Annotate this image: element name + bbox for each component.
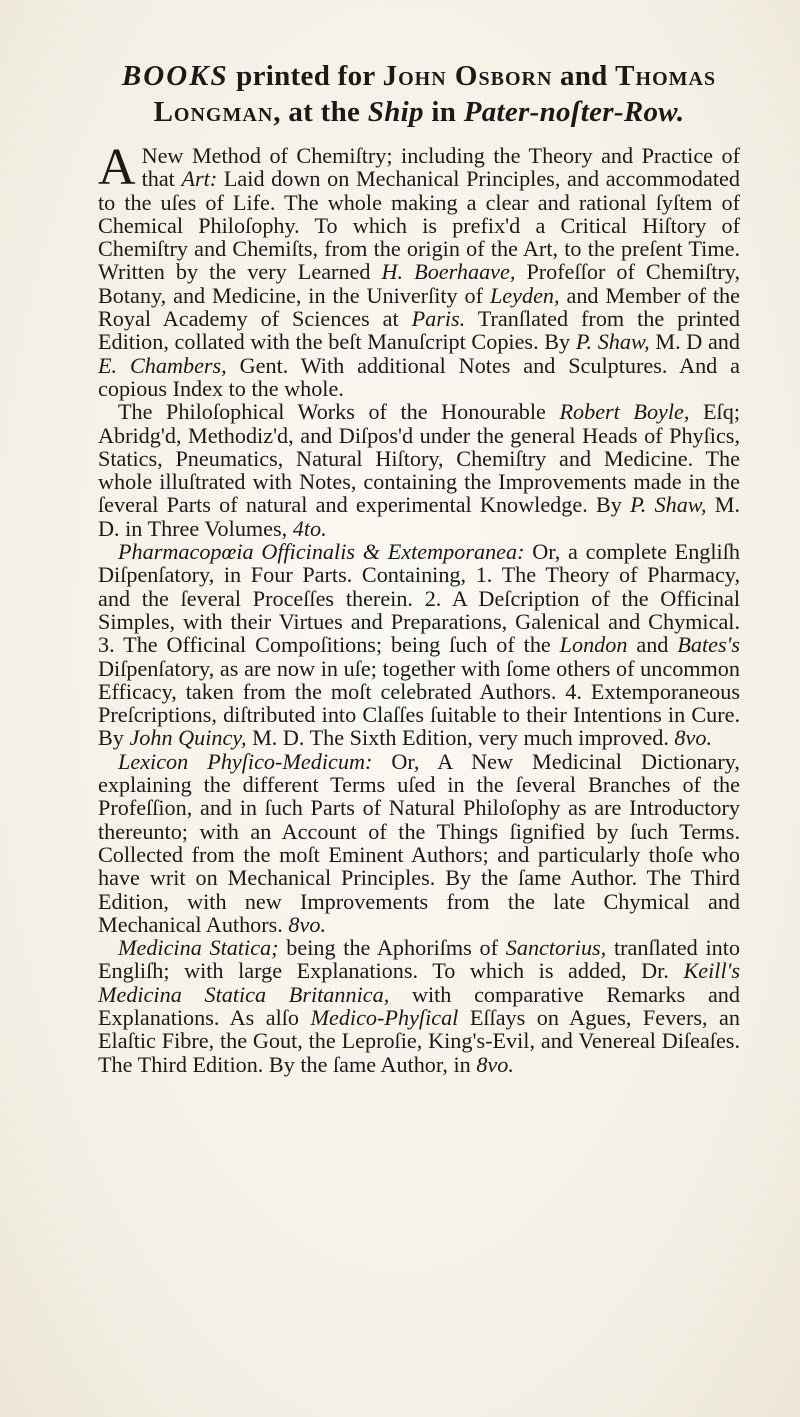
entry-text: Profeſſor of Chemiſtry, Botany, and Medicine, in the Univerſity of bbox=[98, 259, 740, 308]
entry-text: Gent. With additional Notes and Sculptures. And a copious Index to the whole. bbox=[98, 352, 740, 401]
entry-italic: Keill's Medicina Statica Britannica, bbox=[98, 958, 740, 1007]
entry-italic: Medicina Statica; bbox=[118, 935, 279, 961]
entry-text: and bbox=[627, 632, 678, 658]
entry-text: Laid down on Mechanical Principles, and accommodated to the uſes of Life. The whole making a clear and rational ſyſtem of Chemical Philoſophy. To which is prefix'd a Critical Hiſtory of Chemiſtry and Chemiſts, from the origin of the Art, to the preſent Time. Written by the very Learned bbox=[98, 166, 740, 285]
header-place: Pater-noſter-Row. bbox=[463, 96, 685, 128]
entry-italic: Lexicon Phyſico-Medicum: bbox=[118, 748, 373, 774]
entry-text: Tranſlated from the printed Edition, collated with the beſt Manuſcript Copies. By bbox=[98, 306, 740, 355]
entry-italic: Bates's bbox=[677, 632, 740, 658]
entry-text: Diſpenſatory, as are now in uſe; together with ſome others of uncommon Efficacy, taken from the moſt celebrated Authors. 4. Extemporaneous Preſcriptions, diſtributed into Claſſes ſuitable to their Intentions in Cure. By bbox=[98, 655, 740, 751]
header-in: in bbox=[423, 96, 464, 128]
header-printed-for: printed for bbox=[228, 60, 383, 92]
entry-text: M. D. The Sixth Edition, very much improved. bbox=[246, 725, 675, 751]
entry-italic: H. Boerhaave, bbox=[381, 259, 516, 285]
entry-italic: Art: bbox=[181, 166, 218, 192]
entry-italic: E. Chambers, bbox=[98, 352, 227, 378]
entry-medicina-statica bbox=[98, 936, 740, 1076]
entry-italic: 8vo. bbox=[674, 725, 713, 751]
entry-text: M. D and bbox=[649, 329, 740, 355]
entry-italic: 4to. bbox=[292, 515, 327, 541]
entry-text: Or, a complete Engliſh Diſpenſatory, in Four Parts. Containing, 1. The Theory of Pharmacy, and the ſeveral Proceſſes therein. 2. A Deſcription of the Officinal Simples, with their Virtues and Preparations, Galenical and Chymical. 3. The Officinal Compoſitions; being ſuch of the bbox=[98, 539, 740, 658]
entry-text: Eſſays on Agues, Fevers, an Elaſtic Fibre, the Gout, the Leproſie, King's-Evil, and Venereal Diſeaſes. The Third Edition. By the ſame Author, in bbox=[98, 1004, 740, 1077]
header-sign: Ship bbox=[367, 96, 424, 128]
entry-text: Eſq; Abridg'd, Methodiz'd, and Diſpos'd under the general Heads of Phyſics, Statics, Pneumatics, Natural Hiſtory, Chemiſtry and Medicine. The whole illuſtrated with Notes, containing the Improvements made in the ſeveral Parts of natural and experimental Knowledge. By bbox=[98, 399, 740, 518]
entry-lexicon bbox=[98, 750, 740, 936]
entry-chemistry bbox=[98, 139, 740, 401]
entry-text: Or, A New Medicinal Dictionary, explaining the different Terms uſed in the ſeveral Branches of the Profeſſion, and in ſuch Parts of Natural Philoſophy as are Introductory thereunto; with an Account of the Things ſignified by ſuch Terms. Collected from the moſt Eminent Authors; and particularly thoſe who have writ on Mechanical Principles. By the ſame Author. The Third Edition, with new Improvements from the late Chymical and Mechanical Authors. bbox=[98, 748, 740, 937]
entry-text: New Method of Chemiſtry; including the Theory and Practice of that bbox=[141, 143, 740, 192]
entry-text: and Member of the Royal Academy of Sciences at bbox=[98, 282, 740, 332]
header-publisher-b-surname: Longman bbox=[153, 96, 274, 128]
entry-italic: Paris. bbox=[411, 306, 466, 332]
entry-italic: Leyden, bbox=[489, 282, 560, 308]
header-and: and bbox=[552, 60, 616, 92]
publisher-header bbox=[98, 58, 740, 130]
entry-italic: London bbox=[559, 632, 628, 658]
entry-text: The Philoſophical Works of the Honourable bbox=[118, 399, 560, 425]
entry-italic: P. Shaw, bbox=[575, 329, 650, 355]
header-books: BOOKS bbox=[121, 60, 229, 92]
entry-italic: 8vo. bbox=[476, 1051, 514, 1077]
entry-text: being the Aphoriſms of bbox=[278, 935, 506, 961]
entry-boyle bbox=[98, 400, 740, 540]
drop-cap: A bbox=[98, 139, 136, 196]
header-publisher-b: Thomas bbox=[615, 60, 717, 92]
entry-italic: 8vo. bbox=[288, 911, 326, 937]
header-publisher-a: John Osborn bbox=[382, 60, 553, 92]
entry-italic: Pharmacopœia Officinalis & Extemporanea: bbox=[118, 539, 525, 565]
entry-italic: John Quincy, bbox=[129, 725, 247, 751]
entry-text: M. D. in Three Volumes, bbox=[98, 492, 741, 541]
entry-italic: P. Shaw, bbox=[630, 492, 707, 518]
entry-italic: Sanctorius, bbox=[505, 935, 607, 961]
entry-text: tranſlated into Engliſh; with large Explanations. To which is added, Dr. bbox=[98, 935, 740, 984]
entry-text: with comparative Remarks and Explanations. As alſo bbox=[98, 981, 740, 1030]
entry-italic: Robert Boyle, bbox=[559, 399, 690, 425]
entry-italic: Medico-Phyſical bbox=[310, 1004, 459, 1030]
header-at-the: , at the bbox=[273, 96, 368, 128]
entry-pharmacopoeia bbox=[98, 540, 740, 750]
